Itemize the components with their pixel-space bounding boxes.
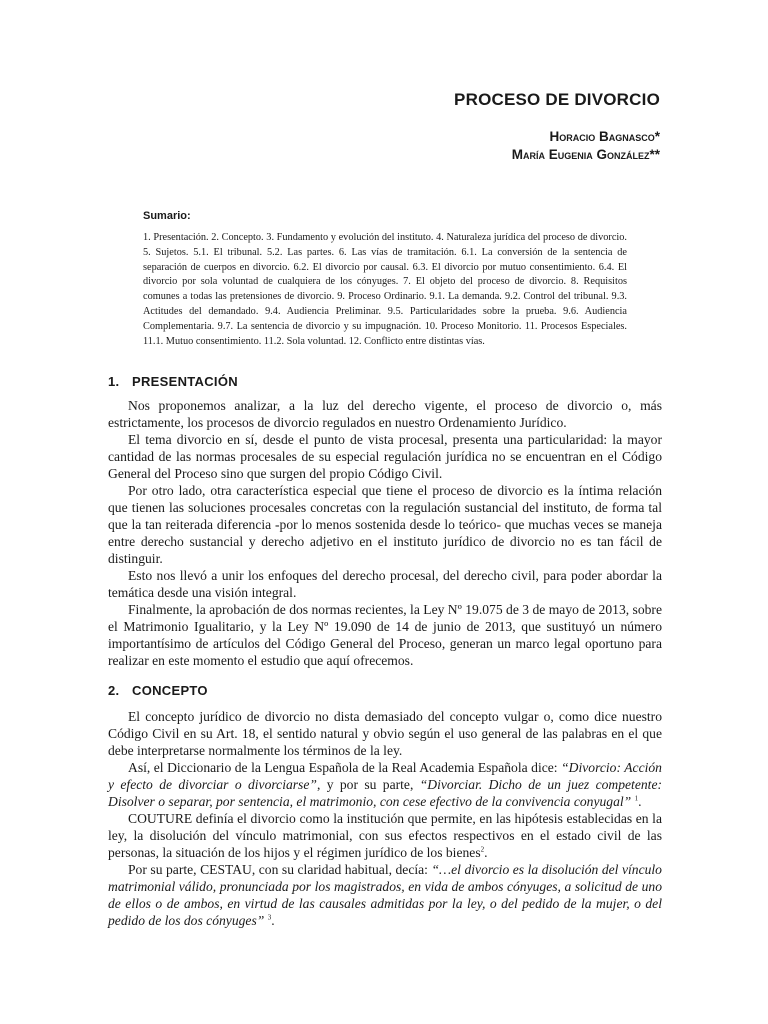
paragraph: Finalmente, la aprobación de dos normas recientes, la Ley Nº 19.075 de 3 de mayo de 2013, sobre el Matrimonio Igualitario, y la Ley Nº 19.090 de 14 de junio de 2013, que sustituyó un número importantísimo de artículos del Código General del Proceso, generan un marco legal oportuno para realizar en este momento el estudio que aquí ofrecemos. [108,602,662,668]
quote: “Divorciar. Dicho de un juez competente: Disolver o separar, por sentencia, el matrimonio, con cese efectivo de la convivencia conyugal” [108,777,662,809]
section-1-number: 1. [108,374,120,389]
footnote-ref-2[interactable]: 2 [480,845,485,854]
paragraph [108,759,662,810]
text-run: COUTURE definía el divorcio como la institución que permite, en las hipótesis establecidas en la ley, la disolución del vínculo matrimonial, con sus efectos respectivos en el estado civil de las personas, la situación de los hijos y el régimen jurídico de los bienes [108,811,662,860]
section-1-body [108,397,662,669]
quote: “…el divorcio es la disolución del vínculo matrimonial válido, pronunciada por los magistrados, en vida de ambos cónyuges, a solicitud de uno de ellos o de ambos, en virtud de las causales admitidas por la ley, o del pedido de la mujer, o del pedido de los dos cónyuges” [108,862,662,928]
text-run: Así, el Diccionario de la Lengua Española de la Real Academia Española dice: [128,760,562,775]
paragraph: Nos proponemos analizar, a la luz del derecho vigente, el proceso de divorcio o, más estrictamente, los procesos de divorcio regulados en nuestro Ordenamiento Jurídico. [108,398,662,430]
text-run: Por su parte, CESTAU, con su claridad habitual, decía: [128,862,432,877]
paragraph: El concepto jurídico de divorcio no dista demasiado del concepto vulgar o, como dice nuestro Código Civil en su Art. 18, el sentido natural y obvio según el uso general de las palabras en el que debe interpretarse normalmente los términos de la ley. [108,709,662,758]
section-2-title: CONCEPTO [132,683,208,698]
section-1-heading [108,374,238,389]
author-2: María Eugenia González** [511,147,660,162]
paragraph: Por otro lado, otra característica especial que tiene el proceso de divorcio es la íntima relación que tienen las soluciones procesales concretas con la regulación sustancial del instituto, de forma tal que la tan reiterada diferencia -por lo menos sostenida desde lo teórico- que muchas veces se maneja entre derecho sustancial y derecho adjetivo en el instituto jurídico de divorcio no es tan fácil de distinguir. [108,483,662,566]
text-run: . [638,794,642,809]
paragraph: El tema divorcio en sí, desde el punto de vista procesal, presenta una particularidad: la mayor cantidad de las normas procesales de su especial regulación jurídica no se encuentran en el Código General del Proceso sino que surgen del propio Código Civil. [108,432,662,481]
author-1: Horacio Bagnasco* [549,129,660,144]
footnote-ref-3[interactable]: 3 [267,913,272,922]
section-2-number: 2. [108,683,120,698]
quote: “Divorcio: Acción y efecto de divorciar o divorciarse” [108,760,662,792]
footnote-ref-1[interactable]: 1 [634,794,639,803]
document-title: PROCESO DE DIVORCIO [454,90,660,109]
paragraph [108,861,662,929]
section-2-heading [108,683,208,698]
text-run: . [271,913,275,928]
summary-text: 1. Presentación. 2. Concepto. 3. Fundamento y evolución del instituto. 4. Naturaleza jurídica del proceso de divorcio. 5. Sujetos. 5.1. El tribunal. 5.2. Las partes. 6. Las vías de tramitación. 6.1. La conversión de la sentencia de separación de cuerpos en divorcio. 6.2. El divorcio por causal. 6.3. El divorcio por mutuo consentimiento. 6.4. El divorcio por sola voluntad de cualquiera de los cónyuges. 7. El objeto del proceso de divorcio. 8. Requisitos comunes a todas las pretensiones de divorcio. 9. Proceso Ordinario. 9.1. La demanda. 9.2. Control del tribunal. 9.3. Actitudes del demandado. 9.4. Audiencia Preliminar. 9.5. Particularidades sobre la prueba. 9.6. Audiencia Complementaria. 9.7. La sentencia de divorcio y su impugnación. 10. Proceso Monitorio. 11. Procesos Especiales. 11.1. Mutuo consentimiento. 11.2. Sola voluntad. 12. Conflicto entre distintas vías. [143,232,627,347]
paragraph: Esto nos llevó a unir los enfoques del derecho procesal, del derecho civil, para poder abordar la temática desde una visión integral. [108,568,662,600]
text-run: , y por su parte, [316,777,420,792]
summary-heading: Sumario: [143,210,191,222]
paragraph [108,810,662,861]
section-1-title: PRESENTACIÓN [132,374,238,389]
section-2-body [108,708,662,929]
text-run: . [484,845,488,860]
